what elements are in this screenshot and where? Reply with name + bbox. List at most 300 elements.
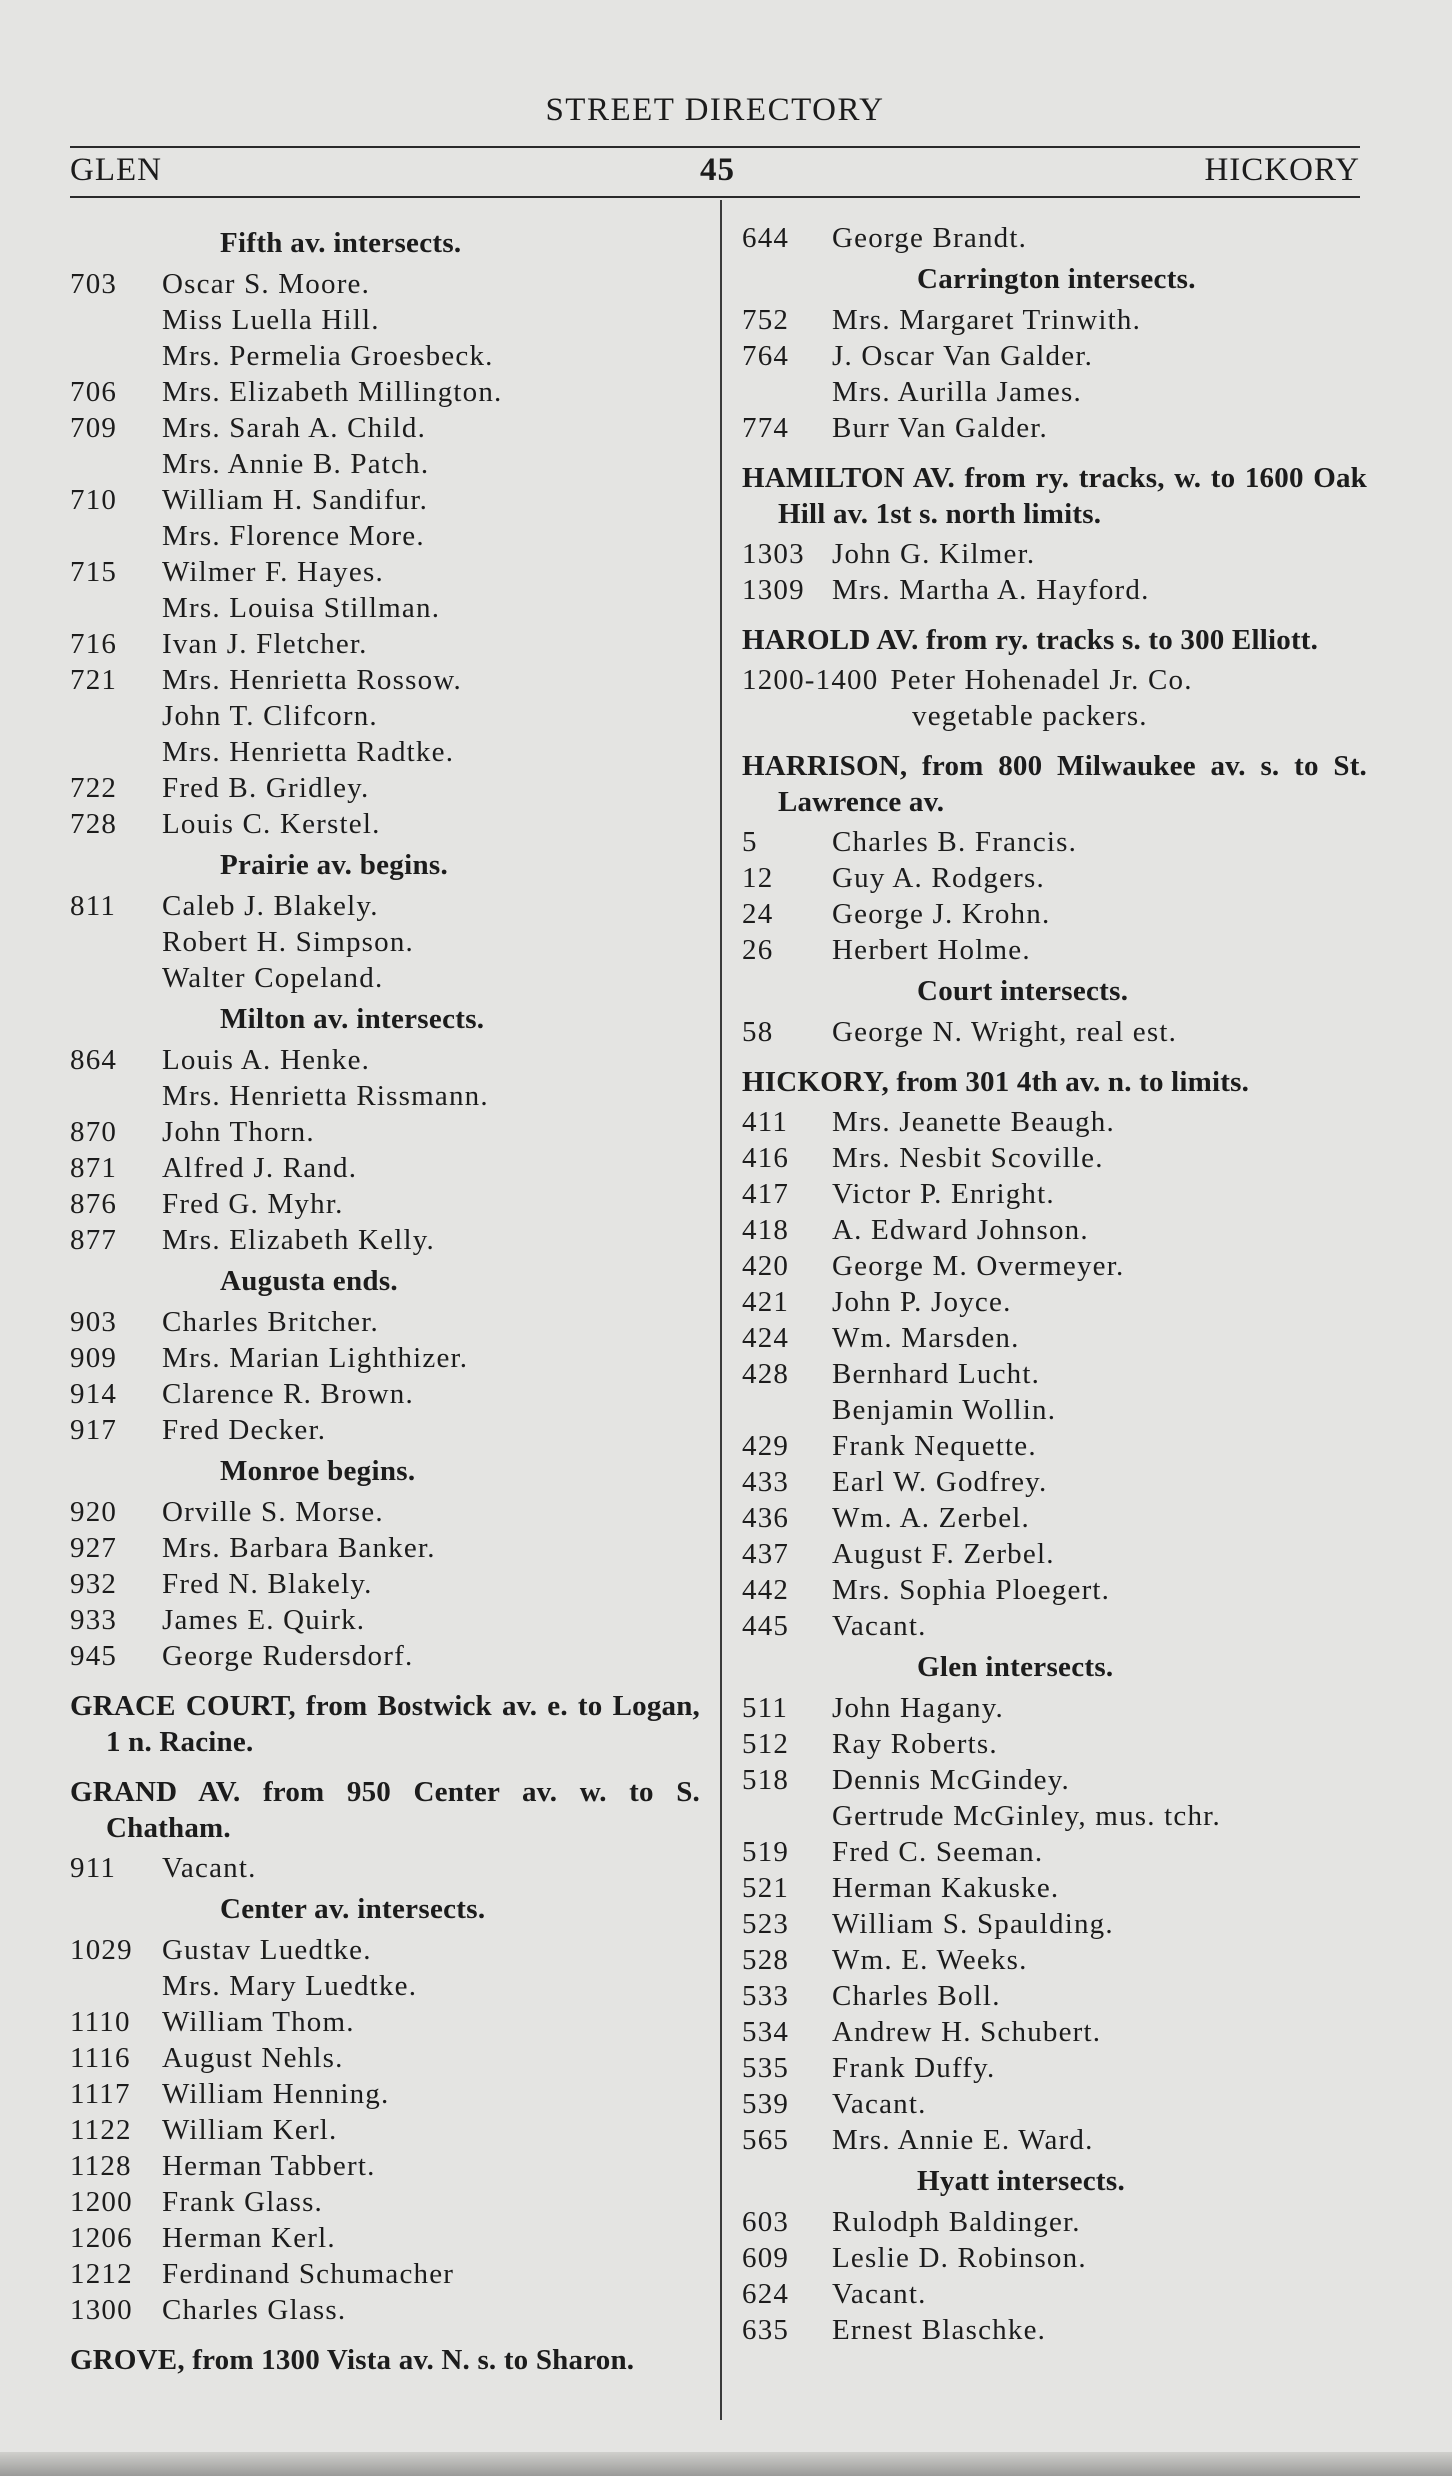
directory-entry [742,1464,1367,1500]
directory-entry [70,410,700,446]
directory-entry [742,1726,1367,1762]
resident-name: Mrs. Aurilla James. [832,376,1082,408]
directory-entry [70,698,700,734]
directory-entry [742,2122,1367,2158]
house-number: 512 [742,1728,790,1760]
house-number: 511 [742,1692,789,1724]
house-number: 445 [742,1610,790,1642]
directory-entry [742,410,1367,446]
house-number: 521 [742,1872,790,1904]
resident-name: John Hagany. [832,1692,1004,1724]
directory-entry [742,1798,1367,1834]
directory-entry [70,1042,700,1078]
resident-name: Charles Britcher. [162,1306,379,1338]
house-number: 1303 [742,538,805,570]
resident-name: Burr Van Galder. [832,412,1048,444]
house-number: 706 [70,376,118,408]
directory-entry [70,770,700,806]
resident-name: Gustav Luedtke. [162,1934,372,1966]
house-number [70,590,162,626]
resident-name: Leslie D. Robinson. [832,2242,1087,2274]
house-number [70,1968,162,2004]
directory-entry [742,824,1367,860]
directory-entry [70,1304,700,1340]
house-number: 1300 [70,2294,133,2326]
intersection-note: Court intersects. [917,975,1129,1007]
house-number: 1110 [70,2006,131,2038]
directory-entry [742,1104,1367,1140]
directory-entry [70,1376,700,1412]
directory-entry [742,374,1367,410]
resident-name: Bernhard Lucht. [832,1358,1041,1390]
house-number: 534 [742,2016,790,2048]
resident-name: Mrs. Sarah A. Child. [162,412,427,444]
resident-name: William Thom. [162,2006,355,2038]
house-number: 914 [70,1378,118,1410]
intersection-note: Fifth av. intersects. [220,227,462,259]
directory-entry [70,924,700,960]
resident-name: Ferdinand Schumacher [162,2258,455,2290]
header-rule-bottom [70,196,1360,198]
directory-entry [742,698,1367,734]
house-number: 603 [742,2206,790,2238]
house-number: 909 [70,1342,118,1374]
resident-name: John G. Kilmer. [832,538,1036,570]
house-number: 752 [742,304,790,336]
intersection-note: Augusta ends. [220,1265,398,1297]
house-number: 871 [70,1152,118,1184]
house-number: 26 [742,934,774,966]
directory-entry [70,446,700,482]
directory-entry [742,220,1367,256]
resident-name: Andrew H. Schubert. [832,2016,1102,2048]
resident-name: Earl W. Godfrey. [832,1466,1048,1498]
directory-entry [742,1140,1367,1176]
directory-entry [70,1494,700,1530]
page-bottom-edge [0,2452,1452,2476]
house-number [70,960,162,996]
resident-name: Clarence R. Brown. [162,1378,414,1410]
house-number: 1200 [70,2186,133,2218]
resident-name: Louis A. Henke. [162,1044,371,1076]
resident-name: Vacant. [832,2278,927,2310]
directory-entry [70,888,700,924]
directory-entry [742,1428,1367,1464]
intersection-note: Center av. intersects. [220,1893,486,1925]
directory-entry [70,1078,700,1114]
directory-entry [742,338,1367,374]
directory-entry [70,1932,700,1968]
directory-entry [742,1608,1367,1644]
directory-entry [70,2148,700,2184]
directory-entry [742,2276,1367,2312]
directory-entry [70,2040,700,2076]
directory-entry [742,1284,1367,1320]
directory-entry [742,2204,1367,2240]
directory-entry [742,1762,1367,1798]
directory-entry [70,1186,700,1222]
house-number: 437 [742,1538,790,1570]
house-number: 609 [742,2242,790,2274]
resident-name: Charles Boll. [832,1980,1001,2012]
directory-entry [742,1870,1367,1906]
resident-name: William Kerl. [162,2114,338,2146]
resident-name: A. Edward Johnson. [832,1214,1089,1246]
house-number: 709 [70,412,118,444]
house-number: 424 [742,1322,790,1354]
resident-name: Charles B. Francis. [832,826,1078,858]
directory-entry [742,662,1367,698]
house-number: 411 [742,1106,789,1138]
directory-entry [70,2112,700,2148]
house-number [742,1392,832,1428]
resident-name: Mrs. Nesbit Scoville. [832,1142,1104,1174]
directory-entry [742,1942,1367,1978]
house-number: 442 [742,1574,790,1606]
house-number [70,1078,162,1114]
left-column [70,220,700,2382]
house-number: 1029 [70,1934,133,1966]
resident-name: Herbert Holme. [832,934,1031,966]
house-number: 1206 [70,2222,133,2254]
house-number: 519 [742,1836,790,1868]
resident-name: Mrs. Annie E. Ward. [832,2124,1094,2156]
house-number: 877 [70,1224,118,1256]
house-number: 535 [742,2052,790,2084]
directory-entry [742,2312,1367,2348]
directory-entry [742,1014,1367,1050]
resident-name: Fred Decker. [162,1414,327,1446]
resident-name: Guy A. Rodgers. [832,862,1045,894]
resident-name: Oscar S. Moore. [162,268,371,300]
house-number: 518 [742,1764,790,1796]
house-number: 416 [742,1142,790,1174]
house-number: 539 [742,2088,790,2120]
resident-name: Frank Duffy. [832,2052,996,2084]
directory-entry [70,302,700,338]
house-number: 644 [742,222,790,254]
house-number: 716 [70,628,118,660]
resident-name: Mrs. Annie B. Patch. [162,448,430,480]
resident-name: Mrs. Elizabeth Millington. [162,376,503,408]
resident-name: Louis C. Kerstel. [162,808,381,840]
house-number: 1128 [70,2150,132,2182]
directory-entry [742,1356,1367,1392]
house-number: 945 [70,1640,118,1672]
page-number: 45 [700,152,735,188]
resident-name: Mrs. Henrietta Rossow. [162,664,462,696]
house-number: 1200-1400 [742,664,879,696]
resident-name: Robert H. Simpson. [162,926,414,958]
directory-entry [742,1248,1367,1284]
directory-entry [70,374,700,410]
resident-name: Dennis McGindey. [832,1764,1071,1796]
resident-name: James E. Quirk. [162,1604,366,1636]
resident-name: August Nehls. [162,2042,344,2074]
resident-name: George J. Krohn. [832,898,1051,930]
resident-name: Herman Kerl. [162,2222,336,2254]
house-number: 933 [70,1604,118,1636]
intersection-note: Monroe begins. [220,1455,416,1487]
resident-name: Mrs. Sophia Ploegert. [832,1574,1111,1606]
house-number: 903 [70,1306,118,1338]
resident-name: August F. Zerbel. [832,1538,1055,1570]
house-number: 1116 [70,2042,131,2074]
resident-name: William S. Spaulding. [832,1908,1114,1940]
intersection-note: Carrington intersects. [917,263,1196,295]
house-number: 24 [742,898,774,930]
resident-name: Victor P. Enright. [832,1178,1055,1210]
directory-entry [742,536,1367,572]
house-number: 774 [742,412,790,444]
house-number [742,698,832,734]
directory-entry [70,2292,700,2328]
street-heading: HARRISON, from 800 Milwaukee av. s. to St. Lawrence av. [742,750,1367,818]
resident-name: Mrs. Jeanette Beaugh. [832,1106,1115,1138]
house-number: 433 [742,1466,790,1498]
house-number: 436 [742,1502,790,1534]
resident-name: Fred B. Gridley. [162,772,370,804]
house-number: 5 [742,826,758,858]
house-number [70,734,162,770]
directory-entry [70,338,700,374]
house-number [70,924,162,960]
house-number: 533 [742,1980,790,2012]
house-number: 417 [742,1178,790,1210]
intersection-note: Milton av. intersects. [220,1003,485,1035]
resident-name: Vacant. [832,1610,927,1642]
resident-name: Ray Roberts. [832,1728,998,1760]
house-number: 418 [742,1214,790,1246]
house-number: 1117 [70,2078,131,2110]
house-number: 721 [70,664,118,696]
street-heading: GRACE COURT, from Bostwick av. e. to Logan, 1 n. Racine. [70,1690,700,1758]
street-heading: HICKORY, from 301 4th av. n. to limits. [742,1066,1250,1098]
resident-name: Orville S. Morse. [162,1496,384,1528]
resident-name: Charles Glass. [162,2294,347,2326]
resident-name: Vacant. [832,2088,927,2120]
resident-name: Walter Copeland. [162,962,384,994]
resident-name: Mrs. Florence More. [162,520,425,552]
directory-entry [70,2256,700,2292]
house-number [70,518,162,554]
resident-name: George N. Wright, real est. [832,1016,1178,1048]
resident-name: Mrs. Margaret Trinwith. [832,304,1142,336]
directory-entry [742,1500,1367,1536]
directory-entry [70,554,700,590]
intersection-note: Hyatt intersects. [917,2165,1126,2197]
directory-entry [70,734,700,770]
header-left-street: GLEN [70,152,162,188]
street-heading: GROVE, from 1300 Vista av. N. s. to Sharon. [70,2344,635,2376]
house-number: 870 [70,1116,118,1148]
directory-entry [70,2004,700,2040]
house-number: 764 [742,340,790,372]
directory-entry [742,1212,1367,1248]
resident-name: Herman Tabbert. [162,2150,376,2182]
right-column [742,220,1367,2348]
street-heading: GRAND AV. from 950 Center av. w. to S. Chatham. [70,1776,700,1844]
house-number: 1122 [70,2114,132,2146]
header-rule-top [70,146,1360,148]
directory-entry [70,806,700,842]
house-number: 420 [742,1250,790,1282]
directory-entry [70,1150,700,1186]
house-number: 1309 [742,574,805,606]
column-divider [720,200,722,2420]
resident-name: Mrs. Henrietta Rissmann. [162,1080,489,1112]
house-number [70,302,162,338]
resident-name: Mrs. Louisa Stillman. [162,592,441,624]
directory-entry [742,2050,1367,2086]
house-number [742,374,832,410]
resident-name: Mrs. Permelia Groesbeck. [162,340,494,372]
resident-name: Mrs. Henrietta Radtke. [162,736,455,768]
resident-name: Wilmer F. Hayes. [162,556,384,588]
house-number: 58 [742,1016,774,1048]
directory-entry [70,1566,700,1602]
resident-name: George M. Overmeyer. [832,1250,1125,1282]
directory-entry [70,266,700,302]
resident-name: Wm. A. Zerbel. [832,1502,1030,1534]
directory-entry [70,960,700,996]
resident-name: Ivan J. Fletcher. [162,628,368,660]
resident-name: Mrs. Mary Luedtke. [162,1970,418,2002]
directory-entry [742,896,1367,932]
directory-entry [742,1176,1367,1212]
directory-entry [742,572,1367,608]
header-right-street: HICKORY [1204,152,1360,188]
house-number: 927 [70,1532,118,1564]
directory-entry [70,662,700,698]
house-number: 920 [70,1496,118,1528]
directory-entry [70,2184,700,2220]
house-number: 1212 [70,2258,133,2290]
resident-name: George Brandt. [832,222,1028,254]
directory-entry [742,1536,1367,1572]
house-number: 429 [742,1430,790,1462]
directory-entry [70,2220,700,2256]
house-number: 710 [70,484,118,516]
directory-entry [70,1530,700,1566]
directory-entry [70,590,700,626]
directory-entry [70,1222,700,1258]
directory-entry [742,1906,1367,1942]
directory-entry [742,1978,1367,2014]
house-number [70,446,162,482]
resident-name: Herman Kakuske. [832,1872,1060,1904]
resident-name: Frank Nequette. [832,1430,1037,1462]
house-number: 528 [742,1944,790,1976]
directory-entry [70,626,700,662]
house-number [70,338,162,374]
house-number [70,698,162,734]
street-heading: HAROLD AV. from ry. tracks s. to 300 Elliott. [742,624,1319,656]
directory-entry [742,2014,1367,2050]
resident-name: Fred C. Seeman. [832,1836,1044,1868]
resident-name: William Henning. [162,2078,390,2110]
directory-entry [70,1968,700,2004]
house-number: 624 [742,2278,790,2310]
resident-name: Frank Glass. [162,2186,324,2218]
directory-entry [70,1412,700,1448]
resident-name: vegetable packers. [912,700,1148,732]
directory-entry [70,1114,700,1150]
resident-name: John T. Clifcorn. [162,700,378,732]
house-number: 703 [70,268,118,300]
resident-name: Rulodph Baldinger. [832,2206,1081,2238]
house-number: 715 [70,556,118,588]
resident-name: Alfred J. Rand. [162,1152,358,1184]
resident-name: George Rudersdorf. [162,1640,414,1672]
house-number: 876 [70,1188,118,1220]
directory-entry [70,1638,700,1674]
intersection-note: Glen intersects. [917,1651,1114,1683]
house-number: 523 [742,1908,790,1940]
house-number: 421 [742,1286,790,1318]
directory-entry [742,1392,1367,1428]
resident-name: William H. Sandifur. [162,484,429,516]
house-number [742,1798,832,1834]
directory-entry [70,1340,700,1376]
resident-name: Wm. E. Weeks. [832,1944,1028,1976]
resident-name: Mrs. Martha A. Hayford. [832,574,1150,606]
resident-name: Mrs. Barbara Banker. [162,1532,436,1564]
directory-entry [742,302,1367,338]
resident-name: Gertrude McGinley, mus. tchr. [832,1800,1221,1832]
house-number: 811 [70,890,117,922]
intersection-note: Prairie av. begins. [220,849,449,881]
resident-name: Ernest Blaschke. [832,2314,1047,2346]
directory-entry [742,1572,1367,1608]
resident-name: Wm. Marsden. [832,1322,1020,1354]
directory-entry [70,482,700,518]
house-number: 917 [70,1414,118,1446]
resident-name: John P. Joyce. [832,1286,1012,1318]
directory-entry [70,1850,700,1886]
resident-name: J. Oscar Van Galder. [832,340,1094,372]
directory-entry [742,1834,1367,1870]
directory-entry [742,2086,1367,2122]
house-number: 722 [70,772,118,804]
resident-name: Fred G. Myhr. [162,1188,344,1220]
resident-name: Benjamin Wollin. [832,1394,1057,1426]
street-heading: HAMILTON AV. from ry. tracks, w. to 1600 Oak Hill av. 1st s. north limits. [742,462,1367,530]
resident-name: Miss Luella Hill. [162,304,380,336]
directory-entry [742,860,1367,896]
resident-name: Mrs. Marian Lighthizer. [162,1342,469,1374]
directory-entry [742,1690,1367,1726]
directory-entry [70,2076,700,2112]
resident-name: Peter Hohenadel Jr. Co. [890,664,1193,696]
resident-name: Vacant. [162,1852,257,1884]
resident-name: Mrs. Elizabeth Kelly. [162,1224,435,1256]
directory-entry [70,1602,700,1638]
house-number: 864 [70,1044,118,1076]
house-number: 728 [70,808,118,840]
page-title: STREET DIRECTORY [545,92,885,128]
house-number: 932 [70,1568,118,1600]
resident-name: Fred N. Blakely. [162,1568,373,1600]
house-number: 12 [742,862,774,894]
house-number: 428 [742,1358,790,1390]
resident-name: John Thorn. [162,1116,315,1148]
directory-entry [742,2240,1367,2276]
resident-name: Caleb J. Blakely. [162,890,379,922]
house-number: 565 [742,2124,790,2156]
directory-entry [742,932,1367,968]
house-number: 911 [70,1852,117,1884]
